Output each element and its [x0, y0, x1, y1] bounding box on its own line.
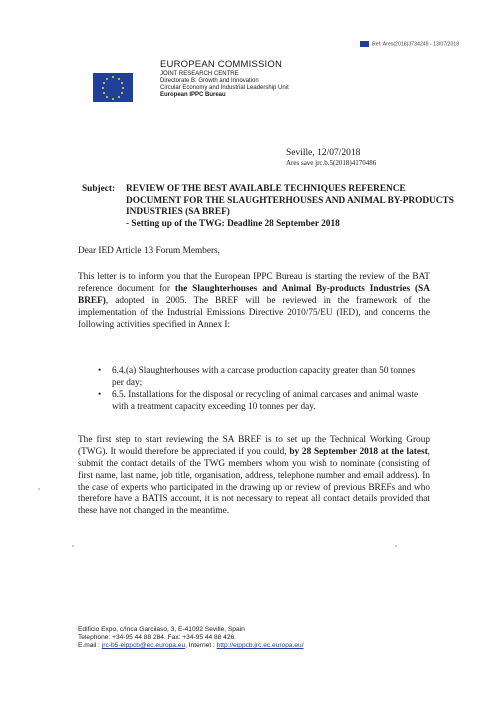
commission-name: EUROPEAN COMMISSION — [160, 59, 283, 70]
footer-address: Edificio Expo, c/Inca Garcilaso, 3, E-41092 Seville, Spain — [78, 626, 245, 633]
org-line: JOINT RESEARCH CENTRE — [160, 70, 239, 77]
scan-speck — [395, 545, 397, 547]
website-link[interactable]: http://eippcb.jrc.ec.europa.eu/ — [216, 642, 304, 650]
subject-deadline: - Setting up of the TWG: Deadline 28 September 2018 — [126, 218, 340, 229]
intro-paragraph: This letter is to inform you that the European IPPC Bureau is starting the review of the BAT reference document for the Slaughterhouses and Animal By-products Industries (SA BREF), adopted in 2005. The BREF will be reviewed in the framework of the implementation of the Industrial Emissions Directive 2010/75/EU (IED), and concerns the following activities specified in Annex I: — [78, 272, 431, 330]
bullet-icon: • — [98, 366, 102, 376]
email-link[interactable]: jrc-b5-eippcb@ec.europa.eu — [101, 642, 186, 650]
footer-phone: Telephone: +34-95 44 88 284. Fax: +34-95 44 88 426. — [78, 634, 237, 642]
place-date: Seville, 12/07/2018 — [286, 148, 361, 158]
list-item: • 6.5. Installations for the disposal or recycling of animal carcases and animal waste with a treatment capacity exceeding 10 tonnes per day. — [98, 389, 419, 412]
salutation: Dear IED Article 13 Forum Members, — [78, 246, 220, 256]
subject-label: Subject: — [82, 184, 116, 194]
org-line: Directorate B: Growth and Innovation — [160, 77, 259, 84]
deadline-text: by 28 September 2018 at the latest — [289, 446, 428, 457]
activities-list — [98, 366, 428, 414]
date-block — [286, 148, 376, 168]
org-line: Circular Economy and Industrial Leadership Unit — [160, 84, 289, 91]
scan-speck — [72, 545, 74, 547]
list-item: • 6.4.(a) Slaughterhouses with a carcase production capacity greater than 50 tonnes per day; — [98, 366, 416, 388]
reference-stamp — [360, 41, 459, 47]
footer-contact: E.mail : jrc-b5-eippcb@ec.europa.eu, Internet : http://eippcb.jrc.ec.europa.eu/ — [78, 642, 304, 650]
reference-number: Ref. Ares(2018)3734249 - 13/07/2018 — [372, 41, 460, 48]
scan-speck — [38, 488, 40, 490]
eu-flag-logo-icon — [93, 73, 133, 102]
ares-reference: Ares save jrc.b.5(2018)4170486 — [286, 159, 377, 168]
twg-paragraph: The first step to start reviewing the SA BREF is to set up the Technical Working Group (TWG). It would therefore be appreciated if you could, by 28 September 2018 at the latest, submit the contact details of the TWG members whom you wish to nominate (consisting of first name, last name, job title, organisation, address, telephone number and email address). In the case of experts who participated in the drawing up or review of previous BREFs and who therefore have a BATIS account, it is not necessary to repeat all contact details provided that these have not changed in the meantime. — [78, 435, 430, 517]
footer — [78, 626, 304, 651]
bureau-name: European IPPC Bureau — [160, 91, 226, 98]
bullet-icon: • — [98, 389, 102, 400]
organisation-header — [160, 60, 289, 98]
bref-title: the Slaughterhouses and Animal By-products Industries (SA BREF) — [78, 283, 431, 306]
subject-title: REVIEW OF THE BEST AVAILABLE TECHNIQUES REFERENCE DOCUMENT FOR THE SLAUGHTERHOUSES AND ANIMAL BY-PRODUCTS INDUSTRIES (SA BREF) — [126, 184, 454, 218]
eu-flag-icon — [360, 41, 369, 47]
